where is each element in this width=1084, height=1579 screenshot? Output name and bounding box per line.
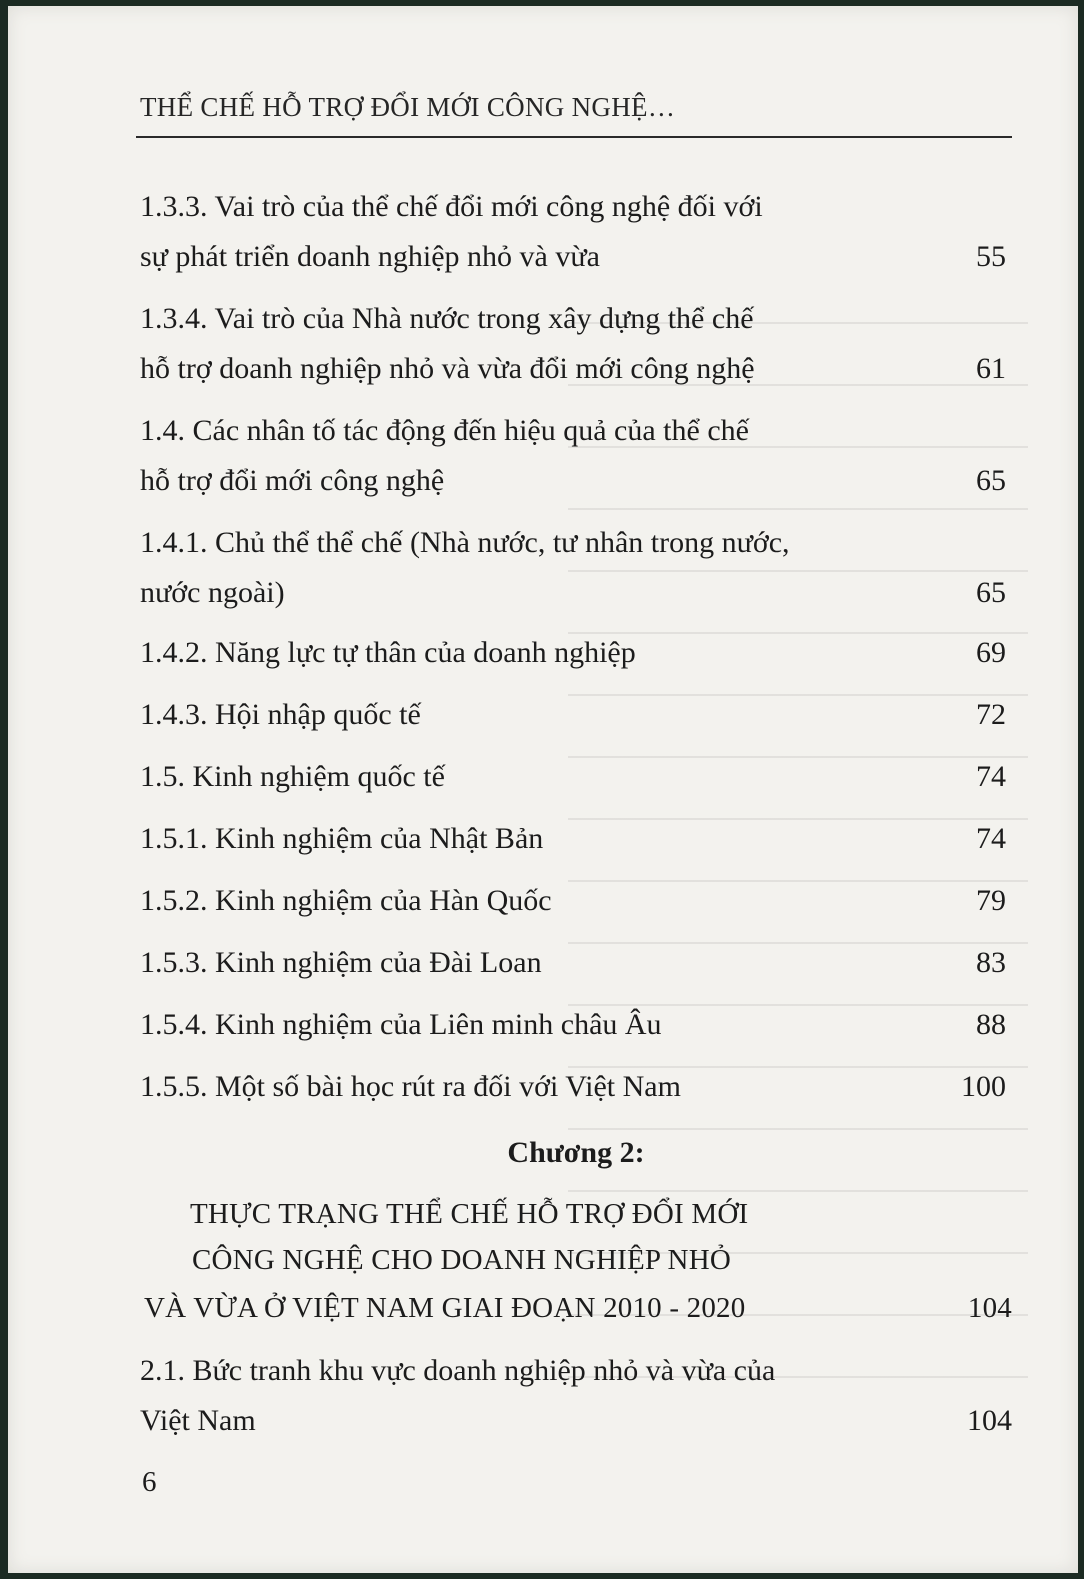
toc-page-number: 65 — [976, 576, 1006, 609]
toc-page-number: 69 — [976, 636, 1006, 669]
chapter-title-line: VÀ VỪA Ở VIỆT NAM GIAI ĐOẠN 2010 - 2020 — [144, 1292, 746, 1324]
toc-entry-text: 1.5.5. Một số bài học rút ra đối với Việt Nam — [140, 1070, 681, 1103]
toc-entry-text: 1.4.1. Chủ thể thể chế (Nhà nước, tư nhân trong nước, — [140, 526, 790, 559]
toc-page-number: 65 — [976, 464, 1006, 497]
toc-entry-text: hỗ trợ doanh nghiệp nhỏ và vừa đổi mới công nghệ — [140, 352, 755, 385]
chapter-title-line: CÔNG NGHỆ CHO DOANH NGHIỆP NHỎ — [192, 1244, 731, 1276]
toc-entry-text: Việt Nam — [140, 1404, 256, 1437]
toc-entry-text: 1.4. Các nhân tố tác động đến hiệu quả của thể chế — [140, 414, 749, 447]
toc-page-number: 83 — [976, 946, 1006, 979]
toc-entry-text: 1.3.3. Vai trò của thể chế đổi mới công nghệ đối với — [140, 190, 763, 223]
toc-entry-text: 1.5.3. Kinh nghiệm của Đài Loan — [140, 946, 542, 979]
chapter-title-line: THỰC TRẠNG THỂ CHẾ HỖ TRỢ ĐỔI MỚI — [190, 1198, 749, 1230]
toc-entry-text: 1.5.2. Kinh nghiệm của Hàn Quốc — [140, 884, 552, 917]
toc-page-number: 88 — [976, 1008, 1006, 1041]
page-number: 6 — [142, 1466, 157, 1498]
toc-page-number: 104 — [967, 1292, 1012, 1324]
toc-page-number: 79 — [976, 884, 1006, 917]
toc-entry-text: 1.4.3. Hội nhập quốc tế — [140, 698, 421, 731]
running-header: THỂ CHẾ HỖ TRỢ ĐỔI MỚI CÔNG NGHỆ… — [140, 92, 676, 122]
toc-entry-text: hỗ trợ đổi mới công nghệ — [140, 464, 445, 497]
toc-entry-text: nước ngoài) — [140, 576, 285, 609]
toc-entry-text: 1.5. Kinh nghiệm quốc tế — [140, 760, 445, 793]
toc-entry-text: 2.1. Bức tranh khu vực doanh nghiệp nhỏ và vừa của — [140, 1354, 776, 1387]
toc-page-number: 55 — [976, 240, 1006, 273]
toc-entry-text: sự phát triển doanh nghiệp nhỏ và vừa — [140, 240, 600, 273]
toc-page-number: 61 — [976, 352, 1006, 385]
toc-page-number: 74 — [976, 760, 1006, 793]
toc-page-number: 74 — [976, 822, 1006, 855]
toc-entry-text: 1.4.2. Năng lực tự thân của doanh nghiệp — [140, 636, 636, 669]
toc-page-number: 72 — [976, 698, 1006, 731]
toc-entry-text: 1.3.4. Vai trò của Nhà nước trong xây dựng thể chế — [140, 302, 754, 335]
chapter-label: Chương 2: — [507, 1136, 645, 1169]
toc-entry-text: 1.5.4. Kinh nghiệm của Liên minh châu Âu — [140, 1008, 662, 1041]
toc-page-number: 104 — [967, 1404, 1012, 1437]
toc-page-number: 100 — [961, 1070, 1006, 1103]
header-rule — [136, 136, 1012, 138]
toc-entry-text: 1.5.1. Kinh nghiệm của Nhật Bản — [140, 822, 544, 855]
